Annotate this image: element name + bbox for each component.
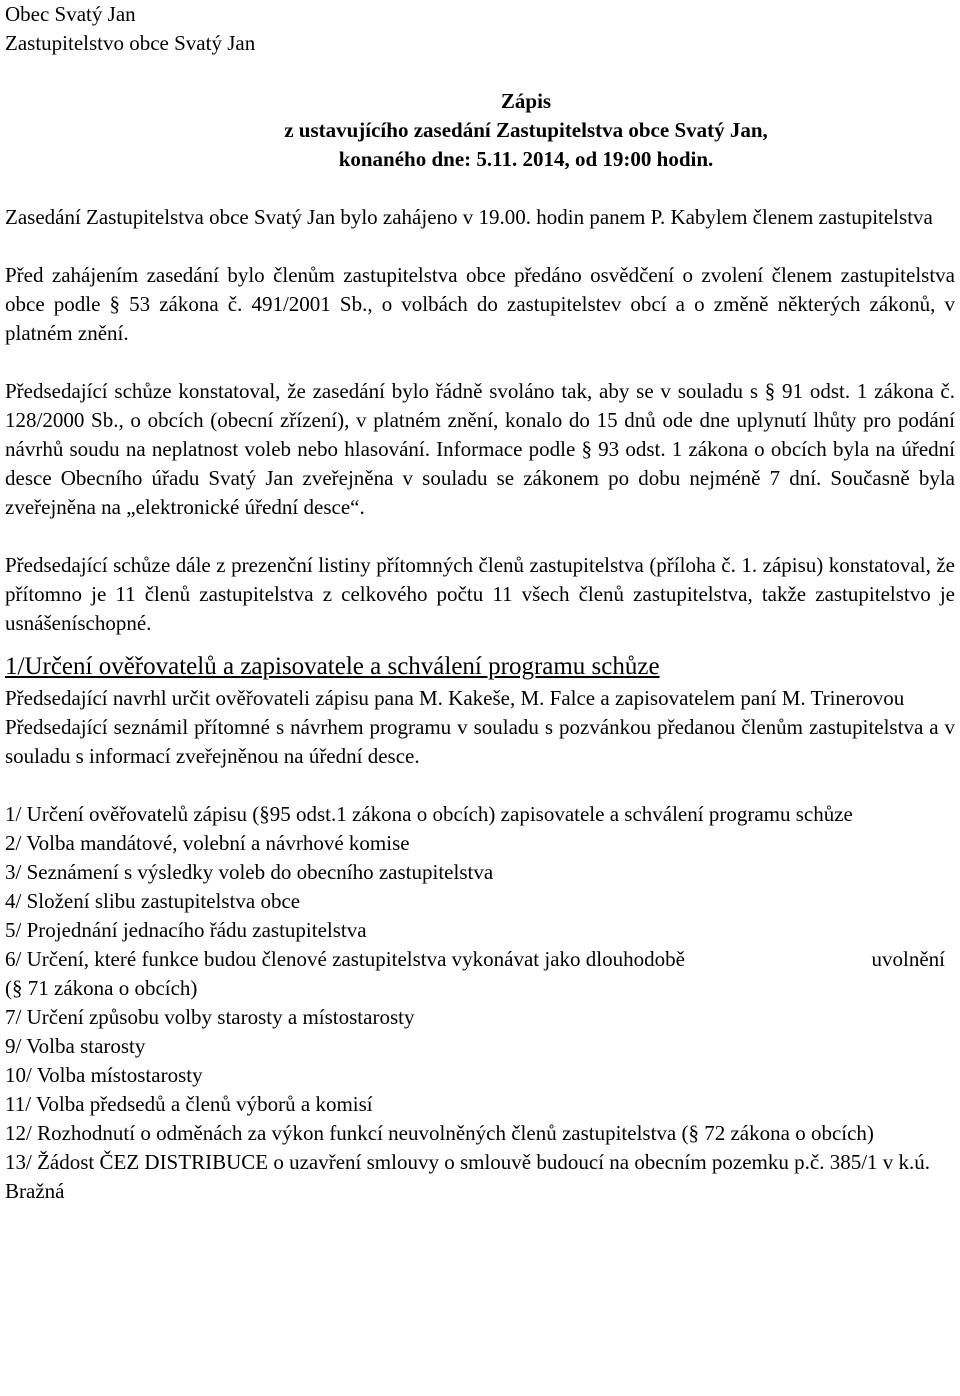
agenda-item — [5, 945, 955, 974]
council-name: Zastupitelstvo obce Svatý Jan — [5, 31, 256, 55]
agenda-item: 10/ Volba místostarosty — [5, 1063, 203, 1087]
agenda-item: 1/ Určení ověřovatelů zápisu (§95 odst.1 zákona o obcích) zapisovatele a schválení programu schůze — [5, 802, 853, 826]
agenda-item: (§ 71 zákona o obcích) — [5, 976, 198, 1000]
agenda-item: 5/ Projednání jednacího řádu zastupitelstva — [5, 918, 367, 942]
certificate-paragraph: Před zahájením zasedání bylo členům zastupitelstva obce předáno osvědčení o zvolení členem zastupitelstva obce podle § 53 zákona č. 491/2001 Sb., o volbách do zastupitelstev obcí a o změně některých zákonů, v platném znění. — [5, 263, 955, 345]
convening-paragraph: Předsedající schůze konstatoval, že zasedání bylo řádně svoláno tak, aby se v souladu s § 91 odst. 1 zákona č. 128/2000 Sb., o obcích (obecní zřízení), v platném znění, konalo do 15 dnů ode dne uplynutí lhůty pro podání návrhů soudu na neplatnost voleb nebo hlasování. Informace podle § 93 odst. 1 zákona o obcích byla na úřední desce Obecního úřadu Svatý Jan zveřejněna v souladu se zákonem po dobu nejméně 7 dní. Současně byla zveřejněna na „elektronické úřední desce“. — [5, 379, 955, 519]
verifiers-paragraph: Předsedající navrhl určit ověřovateli zápisu pana M. Kakeše, M. Falce a zapisovatelem paní M. Trinerovou — [5, 686, 905, 710]
spacer — [5, 232, 955, 261]
agenda-item: 12/ Rozhodnutí o odměnách za výkon funkcí neuvolněných členů zastupitelstva (§ 72 zákona o obcích) — [5, 1121, 874, 1145]
quorum-paragraph: Předsedající schůze dále z prezenční listiny přítomných členů zastupitelstva (příloha č. 1. zápisu) konstatoval, že přítomno je 11 členů zastupitelstva z celkového počtu 11 všech členů zastupitelstva, takže zastupitelstvo je usnášeníschopné. — [5, 553, 955, 635]
agenda-item: 7/ Určení způsobu volby starosty a místostarosty — [5, 1005, 415, 1029]
title-line-1: Zápis — [500, 89, 552, 113]
spacer — [5, 174, 955, 203]
agenda-item: 11/ Volba předsedů a členů výborů a komisí — [5, 1092, 373, 1116]
agenda-item: 4/ Složení slibu zastupitelstva obce — [5, 889, 301, 913]
title-line-3: konaného dne: 5.11. 2014, od 19:00 hodin. — [338, 147, 714, 171]
agenda-item-text: 6/ Určení, které funkce budou členové zastupitelstva vykonávat jako dlouhodobě — [5, 947, 685, 971]
spacer — [5, 771, 955, 800]
agenda-list — [5, 800, 955, 1206]
title-line-2: z ustavujícího zasedání Zastupitelstva obce Svatý Jan, — [284, 118, 768, 142]
agenda-item: 2/ Volba mandátové, volební a návrhové komise — [5, 831, 410, 855]
municipality-name: Obec Svatý Jan — [5, 2, 136, 26]
opening-paragraph: Zasedání Zastupitelstva obce Svatý Jan bylo zahájeno v 19.00. hodin panem P. Kabylem členem zastupitelstva — [5, 205, 933, 229]
spacer — [5, 522, 955, 551]
agenda-item: 9/ Volba starosty — [5, 1034, 146, 1058]
agenda-item: 13/ Žádost ČEZ DISTRIBUCE o uzavření smlouvy o smlouvě budoucí na obecním pozemku p.č. 385/1 v k.ú. Bražná — [5, 1150, 931, 1203]
program-paragraph: Předsedající seznámil přítomné s návrhem programu v souladu s pozvánkou předanou členům zastupitelstva a v souladu s informací zveřejněnou na úřední desce. — [5, 715, 955, 768]
document-title — [5, 87, 955, 174]
agenda-item: 3/ Seznámení s výsledky voleb do obecního zastupitelstva — [5, 860, 494, 884]
agenda-item-text: uvolnění — [871, 947, 945, 971]
document-page — [5, 0, 955, 1206]
spacer — [5, 348, 955, 377]
section-heading: 1/Určení ověřovatelů a zapisovatele a schválení programu schůze — [5, 653, 660, 680]
